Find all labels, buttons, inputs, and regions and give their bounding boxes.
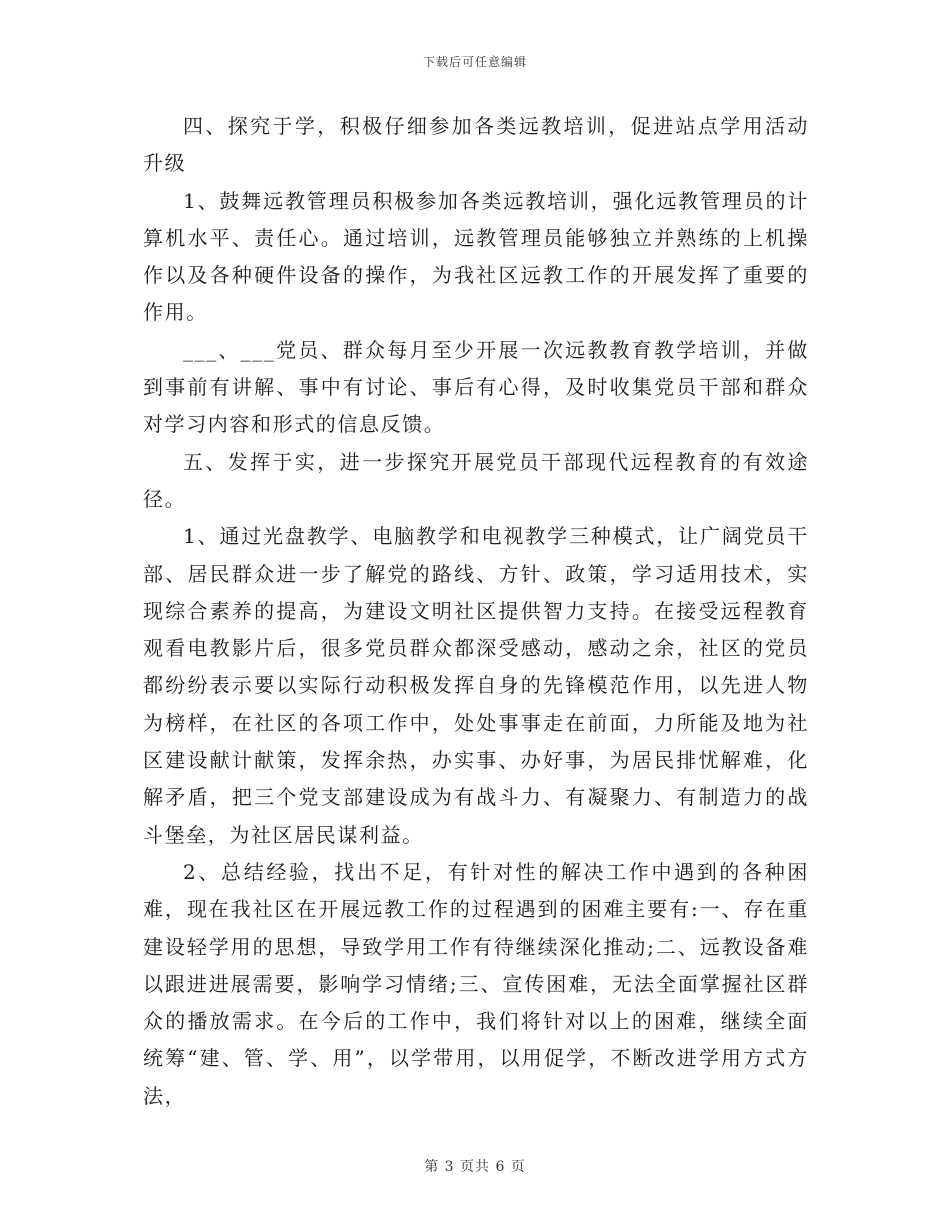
paragraph: 1、通过光盘教学、电脑教学和电视教学三种模式，让广阔党员干部、居民群众进一步了解党的路线、方针、政策，学习适用技术，实现综合素养的提高，为建设文明社区提供智力支持。在接受远程教育观看电教影片后，很多党员群众都深受感动，感动之余，社区的党员都纷纷表示要以实际行动积极发挥自身的先锋模范作用，以先进人物为榜样，在社区的各项工作中，处处事事走在前面，力所能及地为社区建设献计献策，发挥余热，办实事、办好事，为居民排忧解难，化解矛盾，把三个党支部建设成为有战斗力、有凝聚力、有制造力的战斗堡垒，为社区居民谋利益。 (143, 524, 809, 847)
page-number: 第 3 页共 6 页 (424, 1159, 526, 1175)
section-heading-5: 五、发挥于实，进一步探究开展党员干部现代远程教育的有效途径。 (143, 449, 809, 511)
section-heading-4: 四、探究于学，积极仔细参加各类远教培训，促进站点学用活动升级 (143, 114, 809, 176)
page-header: 下载后可任意编辑 (422, 55, 527, 69)
document-body (143, 108, 809, 1115)
paragraph: 2、总结经验，找出不足，有针对性的解决工作中遇到的各种困难，现在我社区在开展远教工作的过程遇到的困难主要有:一、存在重建设轻学用的思想，导致学用工作有待继续深化推动;二、远教设备难以跟进进展需要，影响学习情绪;三、宣传困难，无法全面掌握社区群众的播放需求。在今后的工作中，我们将针对以上的困难，继续全面统筹“建、管、学、用”，以学带用，以用促学，不断改进学用方式方法， (143, 859, 809, 1108)
paragraph: 1、鼓舞远教管理员积极参加各类远教培训，强化远教管理员的计算机水平、责任心。通过培训，远教管理员能够独立并熟练的上机操作以及各种硬件设备的操作，为我社区远教工作的开展发挥了重要的作用。 (143, 188, 809, 325)
paragraph: ___、___党员、群众每月至少开展一次远教教育教学培训，并做到事前有讲解、事中有讨论、事后有心得，及时收集党员干部和群众对学习内容和形式的信息反馈。 (143, 337, 809, 437)
